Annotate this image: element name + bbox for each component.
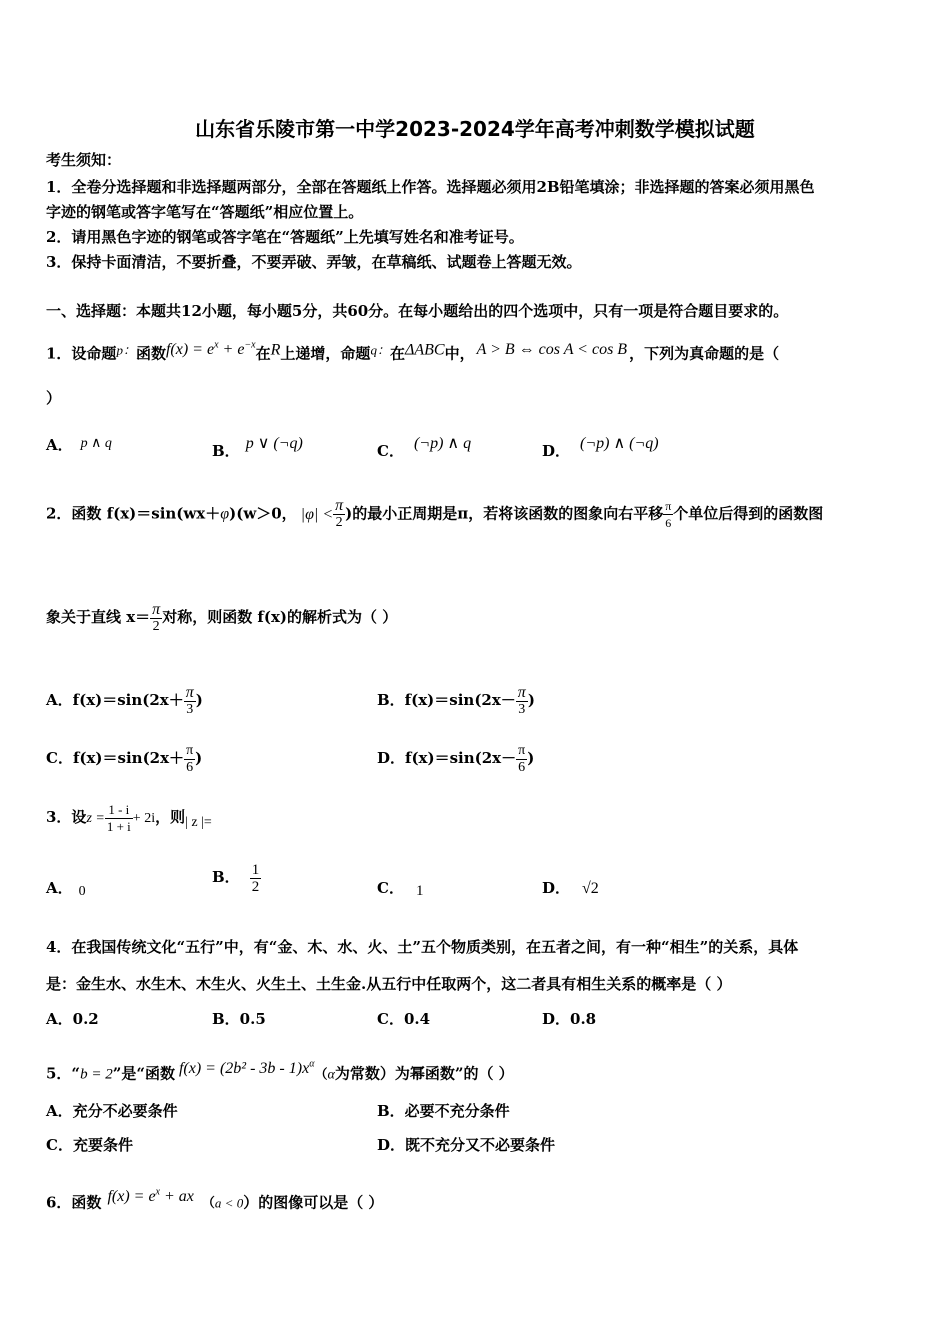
q1-option-b-value: p ∨ (¬q) — [245, 435, 303, 452]
q2-frac-pi-6-num: π — [665, 499, 672, 513]
notice-item-1a: 1．全卷分选择题和非选择题两部分，全部在答题纸上作答。选择题必须用2B铅笔填涂；非选择题的答案必须用黑色 — [46, 178, 815, 196]
q3-tail: + 2i — [132, 811, 156, 826]
q3-option-d-value: √2 — [582, 880, 599, 897]
q2-option-a-text: A．f(x)＝sin(2x＋ — [46, 691, 184, 709]
exam-title: 山东省乐陵市第一中学2023-2024学年高考冲刺数学模拟试题 — [195, 117, 755, 141]
q2-option-d-frac — [516, 743, 527, 776]
q2-option-b-text: B．f(x)＝sin(2x－ — [377, 691, 516, 709]
q5-b-eq-2: b = 2 — [80, 1066, 113, 1083]
q1-R: R — [270, 341, 281, 359]
q1-func-exp2: −x — [244, 340, 256, 351]
notice-heading: 考生须知： — [46, 151, 122, 169]
question-4-stem-line1: 4．在我国传统文化“五行”中，有“金、木、水、火、土”五个物质类别，在五者之间，有一种“相生”的关系，具体 — [46, 938, 799, 956]
q3-option-a — [46, 878, 86, 902]
q6-condition: a < 0 — [214, 1195, 244, 1211]
q1-option-d — [542, 434, 659, 461]
q5-text-1: 5．“ — [46, 1064, 81, 1083]
q2-frac-pi-2-den: 2 — [335, 515, 343, 530]
q3-option-b-frac-den: 2 — [251, 878, 260, 895]
q2-option-b — [377, 683, 535, 718]
q1-option-a — [46, 434, 112, 455]
q6-func-ax: + ax — [160, 1188, 194, 1206]
q3-z: z = — [86, 811, 105, 826]
q6-func — [107, 1188, 193, 1205]
q1-func-exp1: x — [214, 340, 219, 351]
notice-item-2: 2．请用黑色字迹的钢笔或答字笔在“答题纸”上先填写姓名和准考证号。 — [46, 228, 524, 246]
q1-option-b-label: B． — [212, 442, 240, 460]
q5-option-c: C．充要条件 — [46, 1136, 133, 1154]
q2-option-c — [46, 741, 202, 776]
q1-option-c-label: C． — [377, 442, 404, 460]
q3-frac-den: 1 + i — [106, 818, 131, 834]
q1-func-plus: + e — [218, 341, 245, 359]
q2-option-c-frac-den: 6 — [186, 759, 194, 775]
q1-text-1: 1．设命题 — [46, 344, 117, 363]
q3-text-2: ，则 — [155, 808, 186, 826]
q3-frac-num: 1 - i — [105, 802, 133, 819]
q2-option-d-rparen: ) — [527, 749, 535, 767]
q1-text-5: 在 — [389, 344, 405, 363]
q2-option-c-frac-num: π — [186, 742, 194, 758]
question-3-stem — [46, 800, 212, 840]
q1-option-a-value: p ∧ q — [80, 436, 112, 451]
q5-text-3: （ — [314, 1067, 328, 1083]
q1-text-7: ，下列为真命题的是（ — [629, 344, 780, 363]
q2-frac-pi-2-b-num: π — [152, 600, 161, 618]
q5-option-d: D．既不充分又不必要条件 — [377, 1136, 556, 1154]
q1-func-f: f(x) = e — [165, 341, 215, 359]
q6-text-2: （ — [201, 1196, 215, 1212]
q1-condition: A > B ⇔ cos A < cos B — [476, 341, 628, 359]
q1-text-4: 上递增，命题 — [280, 344, 371, 363]
q3-text-1: 3．设 — [46, 808, 87, 826]
q3-frac — [105, 802, 133, 835]
q2-option-b-rparen: ) — [527, 691, 535, 709]
notice-item-1b: 字迹的钢笔或答字笔写在“答题纸”相应位置上。 — [46, 203, 364, 221]
q2-frac-pi-6 — [663, 498, 673, 531]
q2-option-d-frac-den: 6 — [518, 759, 526, 775]
q5-option-a: A．充分不必要条件 — [46, 1102, 178, 1120]
question-4-stem-line2: 是：金生水、水生木、木生火、火生土、土生金.从五行中任取两个，这二者具有相生关系的概率是（ ） — [46, 975, 732, 993]
q2-option-a-frac-num: π — [185, 683, 194, 701]
q3-option-d-label: D． — [542, 879, 571, 897]
q1-option-d-label: D． — [542, 442, 571, 460]
q4-option-d: D．0.8 — [542, 1010, 597, 1028]
q1-close-paren: ） — [46, 389, 62, 407]
q4-option-b: B．0.5 — [212, 1010, 266, 1028]
q1-text-3: 在 — [255, 344, 271, 363]
q2-option-d-frac-num: π — [518, 742, 526, 758]
q3-option-c — [377, 878, 423, 901]
q2-option-d-text: D．f(x)＝sin(2x－ — [377, 749, 517, 767]
q2-text-2: )(w＞0， — [229, 504, 297, 523]
q1-option-c-value: (¬p) ∧ q — [413, 435, 472, 452]
question-5-stem — [46, 1052, 514, 1088]
q3-option-a-label: A． — [46, 879, 73, 897]
q2-frac-pi-2 — [333, 498, 345, 531]
notice-item-3: 3．保持卡面清洁，不要折叠，不要弄破、弄皱，在草稿纸、试题卷上答题无效。 — [46, 253, 582, 271]
q3-option-c-value: 1 — [415, 883, 424, 899]
q1-option-d-value: (¬p) ∧ (¬q) — [580, 435, 659, 452]
q2-option-a-frac-den: 3 — [186, 701, 194, 717]
q5-alpha: α — [327, 1067, 335, 1083]
question-2-stem-line2 — [46, 600, 397, 635]
question-6-stem — [46, 1180, 383, 1217]
q2-frac-pi-2-b — [150, 602, 162, 635]
q5-func-body: f(x) = (2b² - 3b - 1)x — [178, 1060, 310, 1078]
q3-option-b-label: B． — [212, 868, 240, 886]
q6-text-1: 6．函数 — [46, 1193, 102, 1212]
q1-option-a-label: A． — [46, 436, 73, 454]
q2-option-a-rparen: ) — [195, 691, 203, 709]
q1-triangle: ΔABC — [404, 341, 445, 359]
q5-text-4: 为常数）为幂函数”的（ ） — [334, 1064, 514, 1083]
q2-option-d — [377, 741, 534, 776]
q2-option-c-text: C．f(x)＝sin(2x＋ — [46, 749, 185, 767]
q2-phi: φ — [220, 505, 230, 523]
q5-option-b: B．必要不充分条件 — [377, 1102, 510, 1120]
q3-absz: | z |= — [185, 815, 212, 830]
q6-text-3: ）的图像可以是（ ） — [243, 1193, 384, 1212]
q3-option-d — [542, 878, 599, 899]
q2-option-a-frac — [184, 685, 196, 718]
q4-option-c: C．0.4 — [377, 1010, 431, 1028]
q2-option-c-rparen: ) — [195, 749, 203, 767]
q1-p: p： — [116, 342, 136, 358]
q2-frac-pi-2-b-den: 2 — [152, 618, 160, 634]
q2-option-a — [46, 683, 203, 718]
q2-text-5: 象关于直线 x＝ — [46, 608, 151, 626]
q2-option-b-frac-num: π — [517, 683, 526, 701]
question-1-stem — [46, 336, 779, 363]
q2-option-c-frac — [184, 743, 195, 776]
q3-option-b-frac — [250, 862, 262, 895]
q1-option-b — [212, 434, 303, 461]
q2-option-b-frac — [516, 685, 528, 718]
q6-func-exp: x — [155, 1187, 160, 1198]
q1-q: q： — [370, 342, 390, 358]
q2-frac-pi-6-den: 6 — [665, 516, 672, 530]
q1-text-2: 函数 — [135, 344, 166, 363]
q2-option-b-frac-den: 3 — [518, 701, 526, 717]
q2-abs-phi: |φ| < — [300, 505, 334, 523]
q1-text-6: 中， — [444, 344, 475, 363]
question-2-stem-line1 — [46, 498, 823, 531]
q6-func-f: f(x) = e — [107, 1188, 156, 1206]
q3-option-c-label: C． — [377, 879, 404, 897]
q4-option-a: A．0.2 — [46, 1010, 99, 1028]
q2-text-6: 对称，则函数 f(x)的解析式为（ ） — [162, 608, 398, 626]
q2-text-4: 个单位后得到的函数图 — [673, 504, 824, 523]
q2-text-3: )的最小正周期是π，若将该函数的图象向右平移 — [345, 504, 664, 523]
q1-func — [166, 341, 256, 358]
q3-option-a-value: 0 — [78, 884, 86, 899]
q1-option-c — [377, 434, 471, 461]
q2-text-1: 2．函数 f(x)＝sin(wx＋ — [46, 504, 221, 523]
q5-text-2: ”是“函数 — [112, 1064, 175, 1083]
q5-func — [179, 1060, 314, 1077]
q3-option-b-frac-num: 1 — [251, 861, 260, 878]
q3-option-b — [212, 860, 261, 895]
section-heading: 一、选择题：本题共12小题，每小题5分，共60分。在每小题给出的四个选项中，只有一项是符合题目要求的。 — [46, 302, 789, 320]
q2-frac-pi-2-num: π — [335, 497, 344, 514]
q5-func-exp: α — [309, 1059, 315, 1070]
